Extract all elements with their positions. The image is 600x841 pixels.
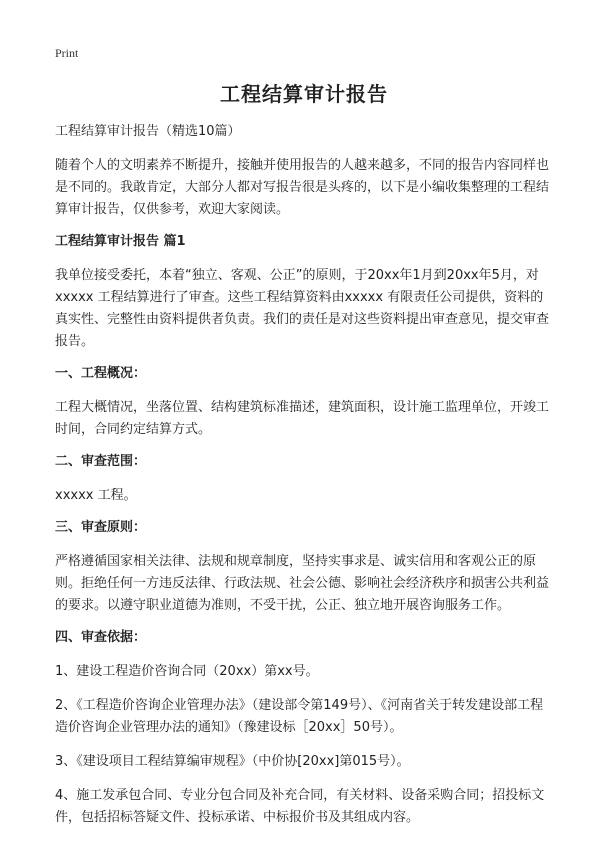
heading-overview: 一、工程概况： <box>55 366 147 381</box>
paragraph-principles: 严格遵循国家相关法律、法规和规章制度，坚持实事求是、诚实信用和客观公正的原则。拒绝任何一方违反法律、行政法规、社会公德、影响社会经济秩序和损害公共利益的要求。以遵守职业道德为准则，不受干扰，公正、独立地开展咨询服务工作。 <box>55 554 550 613</box>
page-title: 工程结算审计报告 <box>220 82 388 106</box>
paragraph-scope: xxxxx 工程。 <box>55 488 137 503</box>
heading-principles: 三、审查原则： <box>55 520 147 535</box>
list-item: 3、《建设项目工程结算编审规程》（中价协[20xx]第015号）。 <box>55 754 410 769</box>
list-item: 4、施工发承包合同、专业分包合同及补充合同，有关材料、设备采购合同；招投标文件，包括招标答疑文件、投标承诺、中标报价书及其组成内容。 <box>55 788 545 825</box>
paragraph-overview: 工程大概情况，坐落位置、结构建筑标准描述，建筑面积，设计施工监理单位，开竣工时间，合同约定结算方式。 <box>55 400 550 437</box>
list-item: 2、《工程造价咨询企业管理办法》（建设部令第149号）、《河南省关于转发建设部工程造价咨询企业管理办法的通知》（豫建设标［20xx］50号）。 <box>55 698 544 735</box>
document-body <box>55 78 553 841</box>
list-item: 1、建设工程造价咨询合同（20xx）第xx号。 <box>55 664 319 679</box>
document-subtitle: 工程结算审计报告（精选10篇） <box>55 124 241 139</box>
print-link[interactable]: Print <box>55 46 79 60</box>
section-paragraph: 我单位接受委托，本着“独立、客观、公正”的原则，于20xx年1月到20xx年5月，对xxxxx 工程结算进行了审查。这些工程结算资料由xxxxx 有限责任公司提供，资料的真实性、完整性由资料提供者负责。我们的责任是对这些资料提出审查意见，提交审查报告。 <box>55 268 550 349</box>
intro-paragraph: 随着个人的文明素养不断提升，接触并使用报告的人越来越多，不同的报告内容同样也是不同的。我敢肯定，大部分人都对写报告很是头疼的，以下是小编收集整理的工程结算审计报告，仅供参考，欢迎大家阅读。 <box>55 158 550 217</box>
heading-scope: 二、审查范围： <box>55 454 147 469</box>
section-heading: 工程结算审计报告 篇1 <box>55 234 186 249</box>
heading-basis: 四、审查依据： <box>55 630 147 645</box>
